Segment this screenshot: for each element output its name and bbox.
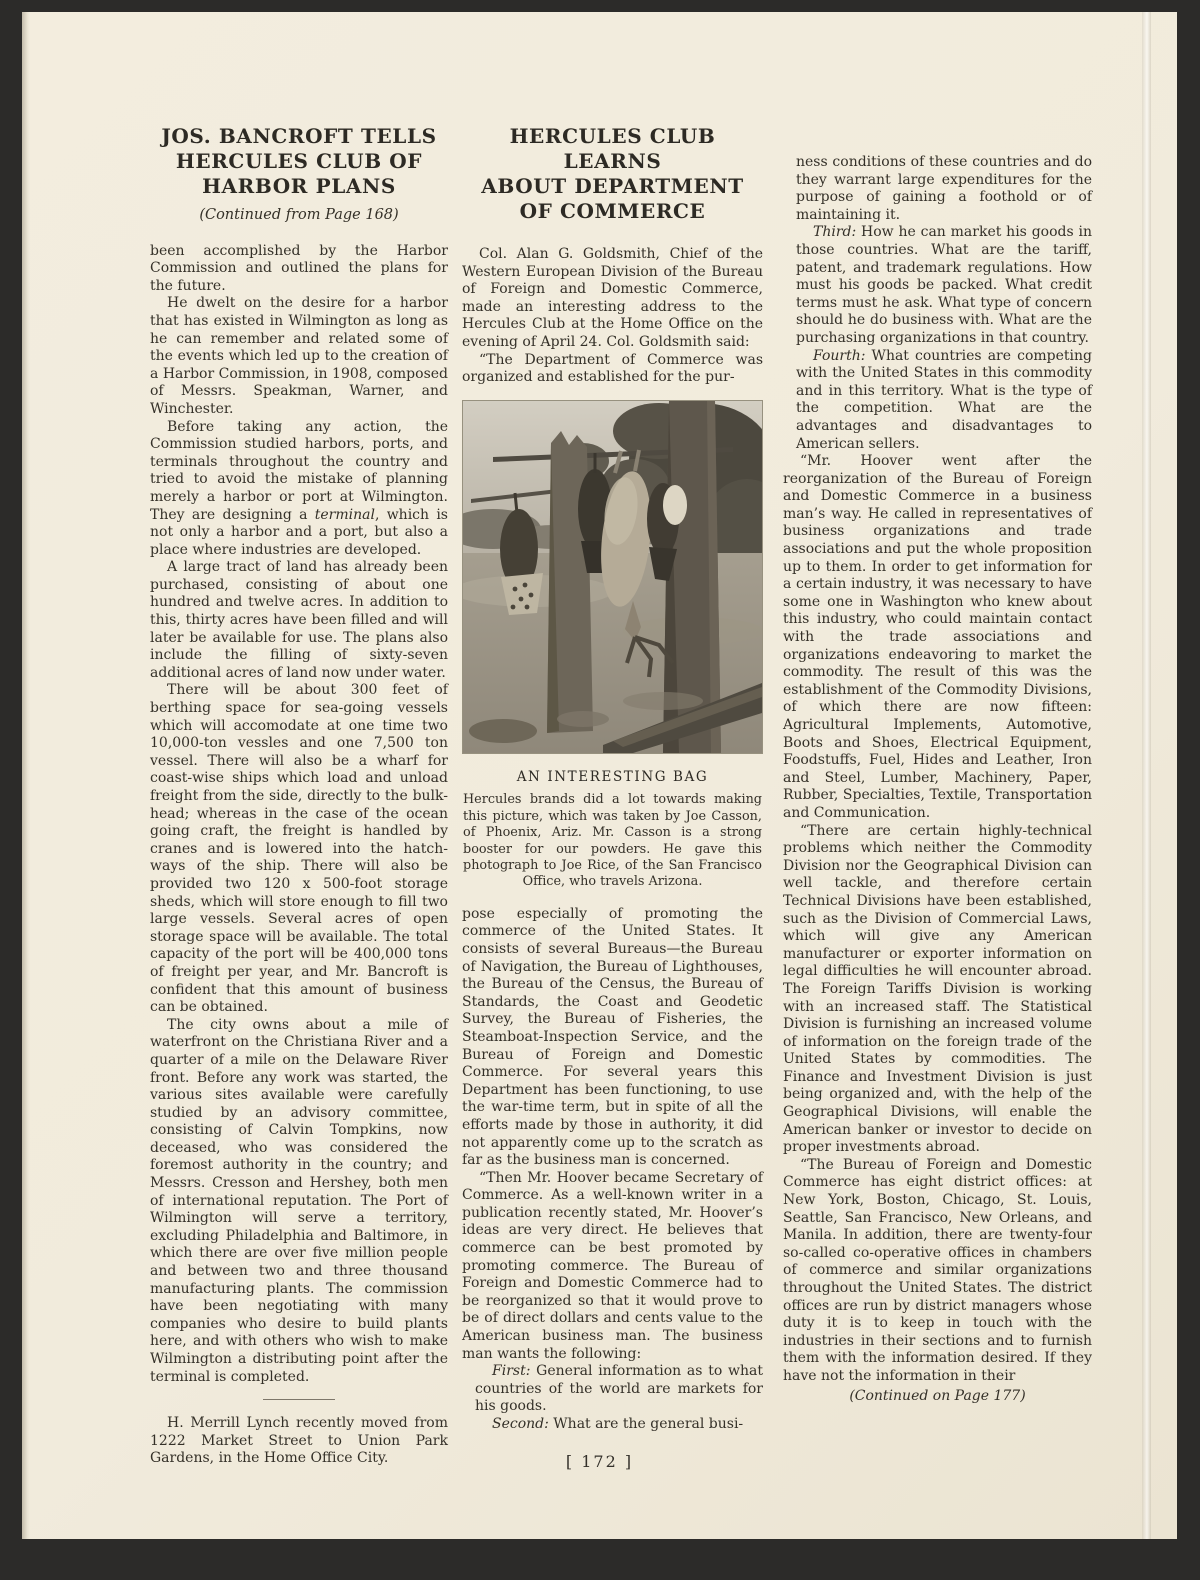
article-title-commerce: HERCULES CLUB LEARNS ABOUT DEPARTMENT OF COMMERCE	[481, 124, 744, 223]
magazine-page	[22, 12, 1177, 1539]
column-commerce-continuation	[783, 124, 1092, 1405]
article-body-commerce-bottom	[462, 906, 763, 1434]
paragraph: He dwelt on the desire for a harbor that has existed in Wilmington as long as he can remember and related some of the events which led up to the creation of a Harbor Commission, in 1908, composed of Messrs. Speakman, Warner, and Winchester.	[150, 295, 448, 417]
paragraph: Before taking any action, the Commission studied harbors, ports, and terminals throughout the country and tried to avoid the mistake of planning merely a harbor or port at Wilmington. They are designing a terminal, which is not only a harbor and a port, but also a place where industries are developed.	[150, 418, 448, 558]
article-body-harbor-plans	[150, 243, 448, 1387]
page-columns	[150, 124, 1092, 1468]
article-title-harbor-plans: JOS. BANCROFT TELLS HERCULES CLUB OF HARBOR PLANS	[161, 124, 437, 198]
article-body-commerce-top	[462, 246, 763, 387]
paragraph: First: General information as to what countries of the world are markets for his goods.	[475, 1363, 763, 1415]
page-edge	[22, 12, 30, 1539]
article-body-commerce-continuation	[783, 154, 1092, 1386]
paragraph: The city owns about a mile of waterfront on the Christiana River and a quarter of a mile on the Delaware River front. Before any work was started, the various sites available were carefully studied by an advisory committee, consisting of Calvin Tompkins, now deceased, who was considered the foremost authority in the country; and Messrs. Cresson and Hershey, both men of international reputation. The Port of Wilmington will serve a territory, excluding Philadelphia and Baltimore, in which there are over five million people and between two and three thousand manufacturing plants. The commission have been negotiating with many companies who desire to build plants here, and with others who wish to make Wilmington a distributing point after the terminal is completed.	[150, 1016, 448, 1385]
paragraph: Fourth: What countries are competing with the United States in this commodity and in this territory. What is the type of the competition. What are the advantages and disadvantages to American sellers.	[796, 347, 1092, 452]
paragraph: There will be about 300 feet of berthing space for sea-going vessels which will accomodate at one time two 10,000-ton vessles and one 7,500 ton vessel. There will also be a wharf for coast-wise ships which load and unload freight from the side, directly to the bulk-head; whereas in the case of the ocean going craft, the freight is handled by cranes and is lowered into the hatch-ways of the ship. There will also be provided two 120 x 500-foot storage sheds, which will store enough to fill two large vessels. Several acres of open storage space will be available. The total capacity of the port will be 400,000 tons of freight per year, and Mr. Bancroft is confident that this amount of business can be obtained.	[150, 682, 448, 1016]
paragraph: Col. Alan G. Goldsmith, Chief of the Western European Division of the Bureau of Foreign and Domestic Commerce, made an interesting address to the Hercules Club at the Home Office on the evening of April 24. Col. Goldsmith said:	[462, 246, 763, 350]
photo-caption-title: AN INTERESTING BAG	[516, 768, 709, 785]
section-divider	[263, 1399, 335, 1400]
continued-on-note: (Continued on Page 177)	[849, 1387, 1026, 1404]
paragraph: been accomplished by the Harbor Commission and outlined the plans for the future.	[150, 242, 448, 294]
paragraph: “The Department of Commerce was organized and established for the pur-	[462, 351, 763, 386]
paragraph: Second: What are the general busi-	[492, 1416, 744, 1432]
paragraph: pose especially of promoting the commerce of the United States. It consists of several Bureaus—the Bureau of Navigation, the Bureau of Lighthouses, the Bureau of the Census, the Bureau of Standards, the Coast and Geodetic Survey, the Bureau of Fisheries, the Steamboat-Inspection Service, and the Bureau of Foreign and Domestic Commerce. For several years this Department has been functioning, to use the war-time term, but in spite of all the efforts made by those in authority, it did not apparently come up to the scratch as far as the business man is concerned.	[462, 905, 763, 1169]
paragraph: “Mr. Hoover went after the reorganization of the Bureau of Foreign and Domestic Commerce in a business man’s way. He called in representatives of business organizations and trade associations and put the whole proposition up to them. In order to get information for a certain industry, it was necessary to have some one in Washington who knew about this industry, who could maintain contact with the trade associations and organizations endeavoring to market the commodity. The result of this was the establishment of the Commodity Divisions, of which there are now fifteen: Agricultural Implements, Automotive, Boots and Shoes, Electrical Equipment, Foodstuffs, Fuel, Hides and Leather, Iron and Steel, Lumber, Machinery, Paper, Rubber, Specialties, Textile, Transportation and Communication.	[783, 453, 1092, 821]
paragraph: A large tract of land has already been purchased, consisting of about one hundred and twelve acres. In addition to this, thirty acres have been filled and will later be available for use. The plans also include the filling of sixty-seven additional acres of land now under water.	[150, 559, 448, 681]
page-crease	[1142, 12, 1151, 1539]
photo-caption	[462, 769, 763, 891]
paragraph: ness conditions of these countries and do they warrant large expenditures for the purpose of gaining a foothold or of maintaining it.	[796, 154, 1092, 223]
hunting-photo-figure	[462, 400, 763, 891]
photo-caption-text: Hercules brands did a lot towards making this picture, which was taken by Joe Casson, of Phoenix, Ariz. Mr. Casson is a strong booster for our powders. He gave this photograph to Joe Rice, of the San Francisco Office, who travels Arizona.	[463, 792, 762, 890]
page-number: [ 172 ]	[565, 1452, 634, 1471]
paragraph: H. Merrill Lynch recently moved from 1222 Market Street to Union Park Gardens, in the Home Office City.	[150, 1415, 448, 1467]
column-harbor-plans	[150, 124, 448, 1468]
column-commerce	[462, 124, 763, 1434]
paragraph: “The Bureau of Foreign and Domestic Commerce has eight district offices: at New York, Boston, Chicago, St. Louis, Seattle, San Francisco, New Orleans, and Manila. In addition, there are twenty-four so-called co-operative offices in chambers of commerce and similar organizations throughout the United States. The district offices are run by district managers whose duty it is to keep in touch with the industries in their sections and to furnish them with the information desired. If they have not the information in their	[783, 1156, 1092, 1384]
paragraph: Third: How he can market his goods in those countries. What are the tariff, patent, and trademark regulations. How must his goods be packed. What credit terms must he ask. What type of concern should he do business with. What are the purchasing organizations in that country.	[796, 224, 1092, 346]
hunting-photo	[463, 401, 762, 753]
paragraph: “Then Mr. Hoover became Secretary of Commerce. As a well-known writer in a publication recently stated, Mr. Hoover’s ideas are very direct. He believes that commerce can be best promoted by promoting commerce. The Bureau of Foreign and Domestic Commerce had to be reorganized so that it would prove to be of direct dollars and cents value to the American business man. The business man wants the following:	[462, 1169, 763, 1362]
continued-from-note: (Continued from Page 168)	[199, 207, 399, 223]
paragraph: “There are certain highly-technical problems which neither the Commodity Division nor the Geographical Division can well tackle, and therefore certain Technical Divisions have been established, such as the Division of Commercial Laws, which will give any American manufacturer or exporter information on legal difficulties he will encounter abroad. The Foreign Tariffs Division is working with an increased staff. The Statistical Division is furnishing an increased volume of information on the foreign trade of the United States by commodities. The Finance and Investment Division is just being organized and, with the help of the Geographical Divisions, will enable the American banker or investor to decide on proper investments abroad.	[783, 822, 1092, 1156]
hunting-photo-frame	[462, 400, 763, 754]
